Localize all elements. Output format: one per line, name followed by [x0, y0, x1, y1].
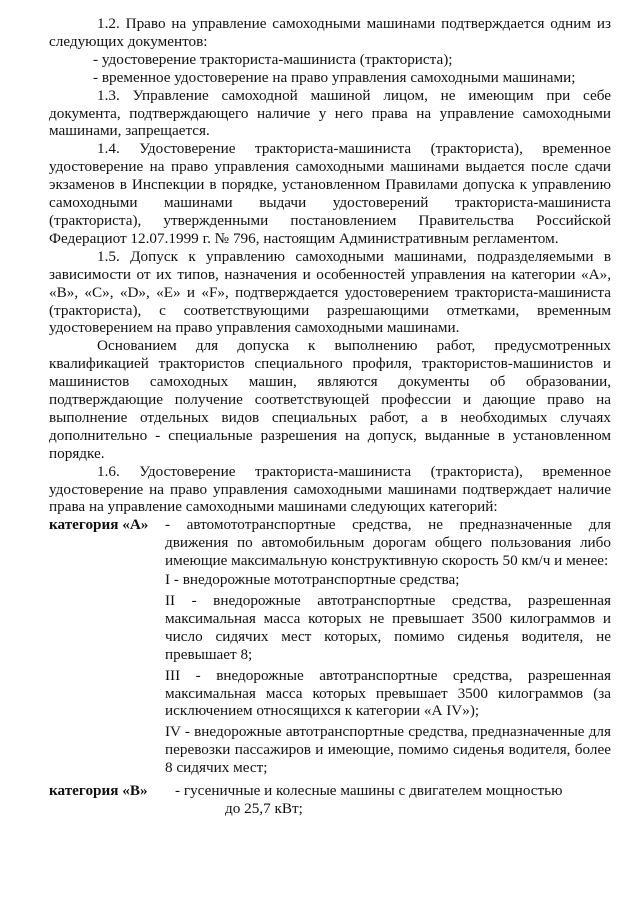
category-b-label: категория «В» — [49, 782, 148, 800]
paragraph-basis: Основанием для допуска к выполнению работ, предусмотренных квалификацией трактористов специального профиля, трактористов-машинистов и машинистов самоходных машин, являются документы об образовании, подтверждающие получение соответствующей профессии и дающие право на выполнение отдельных видов специальных работ, а в необходимых случаях дополнительно - специальные разрешения на допуск, выданные в установленном порядке. — [49, 337, 611, 462]
document-body — [49, 15, 611, 818]
paragraph-1-2: 1.2. Право на управление самоходными машинами подтверждается одним из следующих документов: — [49, 15, 611, 50]
category-b — [49, 782, 611, 818]
paragraph-1-3: 1.3. Управление самоходной машиной лицом, не имеющим при себе документа, подтверждающего наличие у него права на управление самоходными машинами, запрещается. — [49, 86, 611, 140]
category-b-description — [175, 782, 611, 818]
category-a-item-1: I - внедорожные мототранспортные средства; — [165, 571, 460, 589]
category-a — [49, 516, 611, 570]
category-a-item-2: II - внедорожные автотранспортные средства, разрешенная максимальная масса которых не превышает 3500 килограммов и число сидячих мест которых, помимо сиденья водителя, не превышает 8; — [165, 592, 611, 663]
category-a-item-3: III - внедорожные автотранспортные средства, разрешенная максимальная масса которых превышает 3500 килограммов (за исключением относящихся к категории «А IV»); — [165, 666, 611, 720]
paragraph-1-6: 1.6. Удостоверение тракториста-машиниста (тракториста), временное удостоверение на право управления самоходными машинами подтверждает наличие права на управление самоходными машинами следующих категорий: — [49, 462, 611, 516]
list-item-tractor-license: - удостоверение тракториста-машиниста (тракториста); — [93, 50, 453, 68]
category-a-description: - автомототранспортные средства, не предназначенные для движения по автомобильным дорогам общего пользования либо имеющие максимальную конструктивную скорость 50 км/ч и менее: — [165, 516, 611, 570]
category-b-text: - гусеничные и колесные машины с двигателем мощностью — [175, 782, 563, 800]
list-item-temporary-license: - временное удостоверение на право управления самоходными машинами; — [93, 68, 576, 86]
paragraph-1-5: 1.5. Допуск к управлению самоходными машинами, подразделяемыми в зависимости от их типов, назначения и особенностей управления на категории «А», «В», «С», «D», «Е» и «F», подтверждается удостоверением тракториста-машиниста (тракториста), с соответствующими разрешающими отметками, временным удостоверением на право управления самоходными машинами. — [49, 247, 611, 337]
category-b-power-limit: до 25,7 кВт; — [225, 799, 303, 817]
paragraph-1-4: 1.4. Удостоверение тракториста-машиниста (тракториста), временное удостоверение на право управления самоходными машинами выдается после сдачи экзаменов в Инспекции в порядке, установленном Правилами допуска к управлению самоходными машинами выдачи удостоверений тракториста-машиниста (тракториста), утвержденными постановлением Правительства Российской Федерациот 12.07.1999 г. № 796, настоящим Административным регламентом. — [49, 140, 611, 247]
category-a-item-4: IV - внедорожные автотранспортные средства, предназначенные для перевозки пассажиров и имеющие, помимо сиденья водителя, более 8 сидячих мест; — [165, 723, 611, 777]
category-a-label: категория «А» — [49, 516, 149, 534]
